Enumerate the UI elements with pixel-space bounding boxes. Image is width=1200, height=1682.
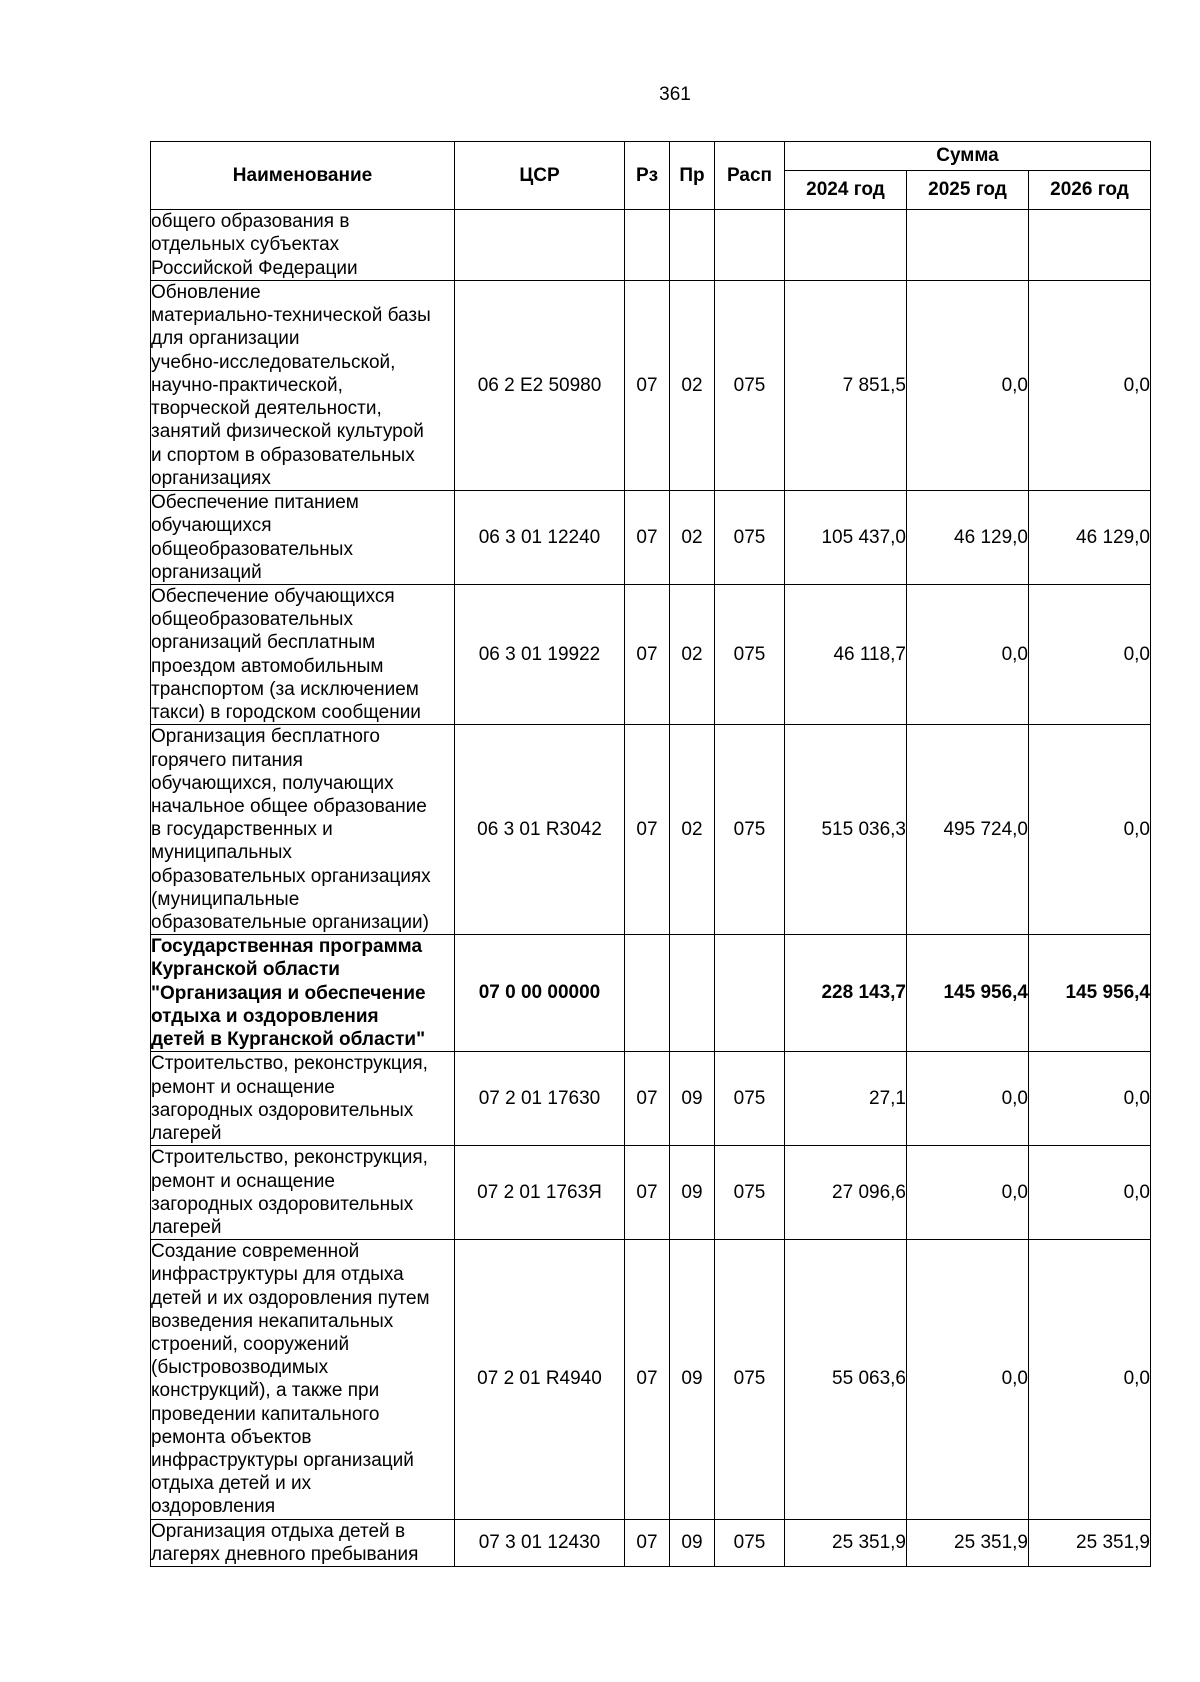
cell-y2026: 145 956,4 bbox=[1029, 935, 1151, 1052]
cell-name: Обеспечение питанием обучающихся общеобразовательных организаций bbox=[151, 491, 455, 585]
cell-y2025: 0,0 bbox=[907, 585, 1029, 725]
table-row bbox=[151, 281, 1151, 491]
cell-rz bbox=[625, 210, 670, 281]
cell-y2025: 0,0 bbox=[907, 281, 1029, 491]
cell-y2026: 0,0 bbox=[1029, 1146, 1151, 1240]
header-year-2026: 2026 год bbox=[1029, 171, 1151, 210]
cell-rz: 07 bbox=[625, 585, 670, 725]
table-row bbox=[151, 1240, 1151, 1519]
header-year-2024: 2024 год bbox=[785, 171, 907, 210]
cell-csr: 07 2 01 17630 bbox=[455, 1052, 625, 1146]
cell-rz bbox=[625, 935, 670, 1052]
cell-pr: 09 bbox=[670, 1146, 715, 1240]
cell-pr: 09 bbox=[670, 1240, 715, 1519]
table-row bbox=[151, 585, 1151, 725]
cell-pr: 09 bbox=[670, 1052, 715, 1146]
cell-pr: 02 bbox=[670, 491, 715, 585]
table-row bbox=[151, 210, 1151, 281]
header-name: Наименование bbox=[151, 142, 455, 210]
cell-name: Строительство, реконструкция, ремонт и оснащение загородных оздоровительных лагерей bbox=[151, 1052, 455, 1146]
cell-y2026: 0,0 bbox=[1029, 1052, 1151, 1146]
table-row bbox=[151, 1146, 1151, 1240]
cell-y2026: 25 351,9 bbox=[1029, 1519, 1151, 1566]
cell-csr bbox=[455, 210, 625, 281]
cell-y2026 bbox=[1029, 210, 1151, 281]
cell-pr bbox=[670, 210, 715, 281]
cell-rasp bbox=[715, 935, 785, 1052]
cell-csr: 07 2 01 R4940 bbox=[455, 1240, 625, 1519]
cell-y2024: 25 351,9 bbox=[785, 1519, 907, 1566]
cell-y2024: 55 063,6 bbox=[785, 1240, 907, 1519]
cell-csr: 07 2 01 1763Я bbox=[455, 1146, 625, 1240]
cell-rz: 07 bbox=[625, 491, 670, 585]
cell-rasp: 075 bbox=[715, 491, 785, 585]
cell-pr: 09 bbox=[670, 1519, 715, 1566]
cell-name: Создание современной инфраструктуры для отдыха детей и их оздоровления путем возведения некапитальных строений, сооружений (быстровозводимых конструкций), а также при проведении капитального ремонта объектов инфраструктуры организаций отдыха детей и их оздоровления bbox=[151, 1240, 455, 1519]
header-pr: Пр bbox=[670, 142, 715, 210]
cell-rz: 07 bbox=[625, 1146, 670, 1240]
cell-csr: 06 3 01 19922 bbox=[455, 585, 625, 725]
cell-name: общего образования в отдельных субъектах Российской Федерации bbox=[151, 210, 455, 281]
table-body bbox=[151, 210, 1151, 1567]
cell-y2025: 0,0 bbox=[907, 1052, 1029, 1146]
cell-rasp: 075 bbox=[715, 585, 785, 725]
cell-y2024: 105 437,0 bbox=[785, 491, 907, 585]
cell-csr: 07 0 00 00000 bbox=[455, 935, 625, 1052]
table-row bbox=[151, 1519, 1151, 1566]
cell-y2026: 0,0 bbox=[1029, 1240, 1151, 1519]
cell-name: Строительство, реконструкция, ремонт и оснащение загородных оздоровительных лагерей bbox=[151, 1146, 455, 1240]
cell-rasp: 075 bbox=[715, 1146, 785, 1240]
cell-csr: 06 3 01 R3042 bbox=[455, 725, 625, 935]
cell-y2024: 228 143,7 bbox=[785, 935, 907, 1052]
cell-rz: 07 bbox=[625, 281, 670, 491]
cell-rasp: 075 bbox=[715, 1240, 785, 1519]
page-number: 361 bbox=[659, 84, 691, 105]
cell-pr: 02 bbox=[670, 585, 715, 725]
cell-rz: 07 bbox=[625, 1052, 670, 1146]
cell-y2024: 27,1 bbox=[785, 1052, 907, 1146]
cell-y2026: 0,0 bbox=[1029, 725, 1151, 935]
budget-table bbox=[150, 141, 1151, 1567]
header-year-2025: 2025 год bbox=[907, 171, 1029, 210]
table-row bbox=[151, 491, 1151, 585]
cell-y2025 bbox=[907, 210, 1029, 281]
cell-y2026: 46 129,0 bbox=[1029, 491, 1151, 585]
cell-y2025: 495 724,0 bbox=[907, 725, 1029, 935]
cell-rasp: 075 bbox=[715, 725, 785, 935]
cell-y2024 bbox=[785, 210, 907, 281]
cell-rz: 07 bbox=[625, 1240, 670, 1519]
cell-csr: 07 3 01 12430 bbox=[455, 1519, 625, 1566]
cell-csr: 06 2 Е2 50980 bbox=[455, 281, 625, 491]
cell-csr: 06 3 01 12240 bbox=[455, 491, 625, 585]
cell-y2024: 27 096,6 bbox=[785, 1146, 907, 1240]
cell-rasp bbox=[715, 210, 785, 281]
cell-rasp: 075 bbox=[715, 281, 785, 491]
cell-pr bbox=[670, 935, 715, 1052]
table-row bbox=[151, 935, 1151, 1052]
cell-pr: 02 bbox=[670, 725, 715, 935]
cell-pr: 02 bbox=[670, 281, 715, 491]
cell-name: Обновление материально-технической базы для организации учебно-исследовательской, научно-практической, творческой деятельности, занятий физической культурой и спортом в образовательных организациях bbox=[151, 281, 455, 491]
cell-y2025: 25 351,9 bbox=[907, 1519, 1029, 1566]
cell-y2025: 0,0 bbox=[907, 1146, 1029, 1240]
cell-y2026: 0,0 bbox=[1029, 281, 1151, 491]
cell-rasp: 075 bbox=[715, 1519, 785, 1566]
table-header bbox=[151, 142, 1151, 210]
cell-name: Организация отдыха детей в лагерях дневного пребывания bbox=[151, 1519, 455, 1566]
cell-y2024: 515 036,3 bbox=[785, 725, 907, 935]
header-sum: Сумма bbox=[785, 142, 1151, 171]
cell-name: Обеспечение обучающихся общеобразовательных организаций бесплатным проездом автомобильным транспортом (за исключением такси) в городском сообщении bbox=[151, 585, 455, 725]
header-rasp: Расп bbox=[715, 142, 785, 210]
cell-name: Государственная программа Курганской области "Организация и обеспечение отдыха и оздоровления детей в Курганской области" bbox=[151, 935, 455, 1052]
cell-rasp: 075 bbox=[715, 1052, 785, 1146]
cell-y2024: 7 851,5 bbox=[785, 281, 907, 491]
header-rz: Рз bbox=[625, 142, 670, 210]
cell-rz: 07 bbox=[625, 725, 670, 935]
header-csr: ЦСР bbox=[455, 142, 625, 210]
cell-y2025: 0,0 bbox=[907, 1240, 1029, 1519]
cell-rz: 07 bbox=[625, 1519, 670, 1566]
cell-y2025: 145 956,4 bbox=[907, 935, 1029, 1052]
table-row bbox=[151, 1052, 1151, 1146]
cell-name: Организация бесплатного горячего питания обучающихся, получающих начальное общее образование в государственных и муниципальных образовательных организациях (муниципальные образовательные организации) bbox=[151, 725, 455, 935]
cell-y2024: 46 118,7 bbox=[785, 585, 907, 725]
cell-y2025: 46 129,0 bbox=[907, 491, 1029, 585]
cell-y2026: 0,0 bbox=[1029, 585, 1151, 725]
table-row bbox=[151, 725, 1151, 935]
